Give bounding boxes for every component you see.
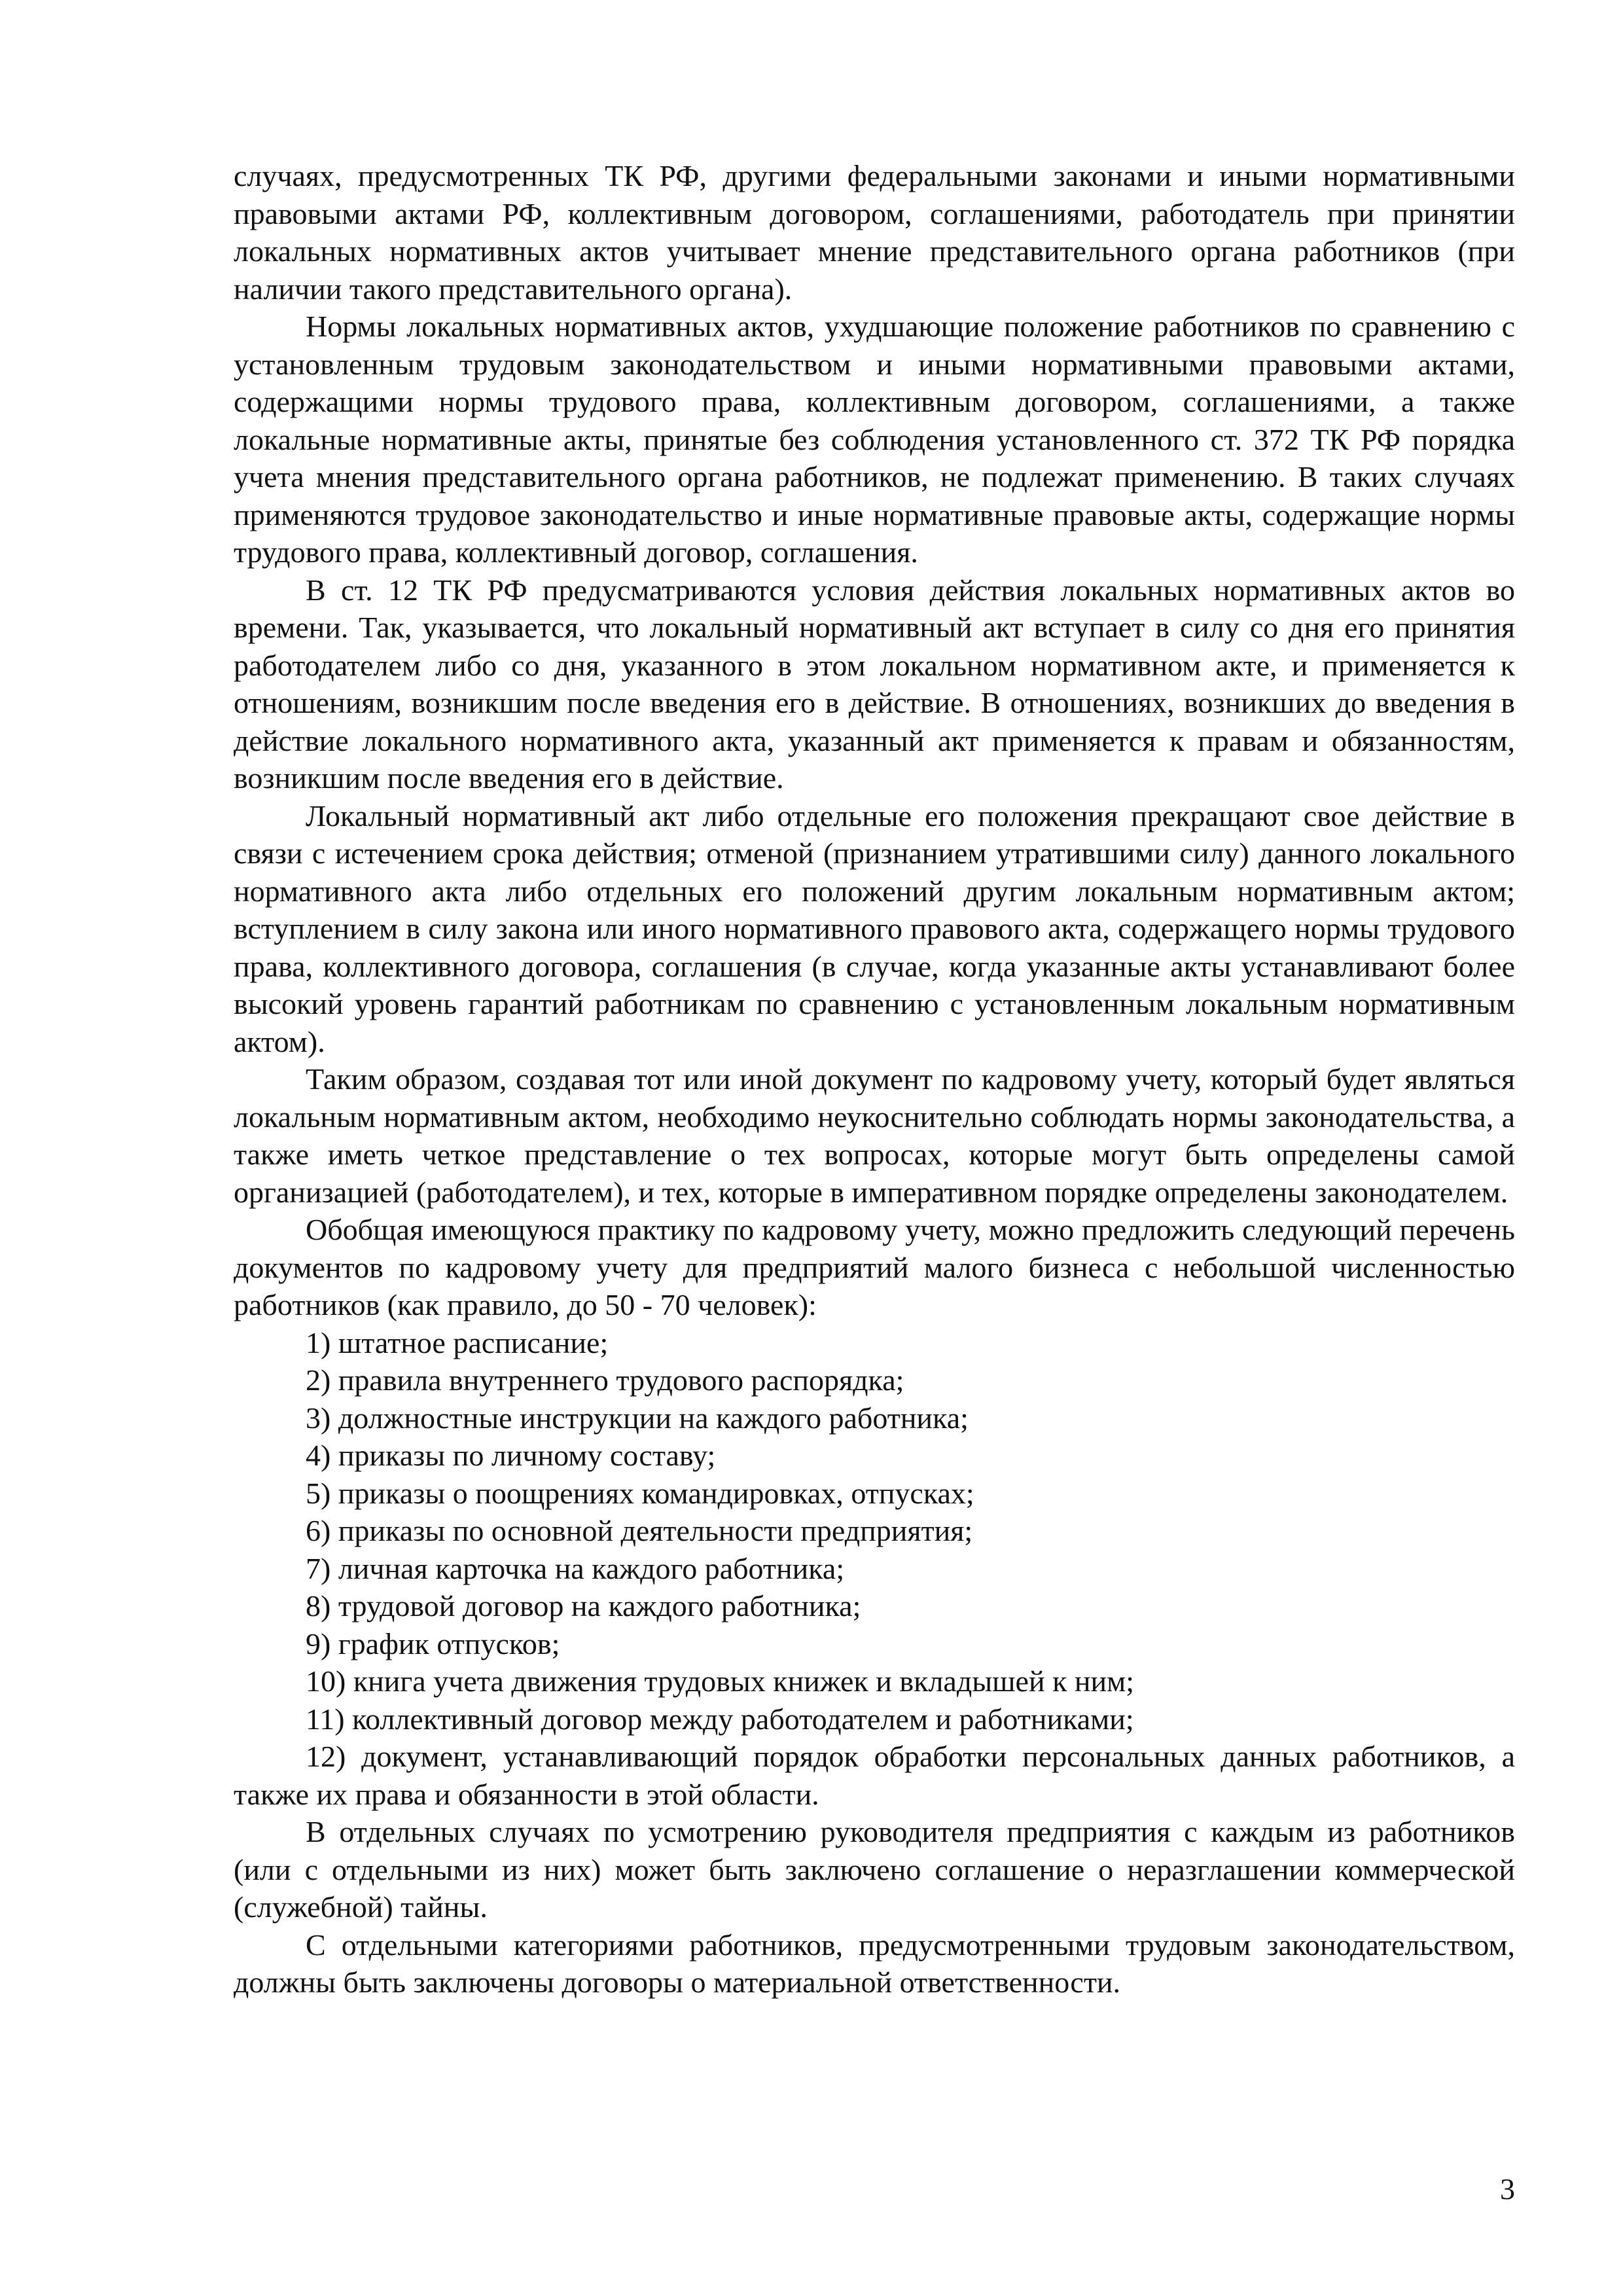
list-item: 9) график отпусков; xyxy=(306,1626,560,1660)
document-list xyxy=(234,1324,1515,1814)
page-number: 3 xyxy=(1500,2172,1515,2206)
paragraph-termination: Локальный нормативный акт либо отдельные его положения прекращают свое действие в связи с истечением срока действия; отменой (признанием утратившими силу) данного локального нормативного акта либо отдельных его положений другим локальным нормативным актом; вступлением в силу закона или иного нормативного правового акта, содержащего нормы трудового права, коллективного договора, соглашения (в случае, когда указанные акты устанавливают более высокий уровень гарантий работникам по сравнению с установленным локальным нормативным актом). xyxy=(234,798,1515,1058)
paragraph-liability: С отдельными категориями работников, предусмотренными трудовым законодательством, должны быть заключены договоры о материальной ответственности. xyxy=(234,1928,1515,1999)
list-item: 1) штатное расписание; xyxy=(306,1325,609,1359)
paragraph-list-intro: Обобщая имеющуюся практику по кадровому учету, можно предложить следующий перечень документов по кадровому учету для предприятий малого бизнеса с небольшой численностью работников (как правило, до 50 - 70 человек): xyxy=(234,1213,1515,1321)
list-item: 3) должностные инструкции на каждого работника; xyxy=(306,1401,969,1435)
paragraph-article-12: В ст. 12 ТК РФ предусматриваются условия действия локальных нормативных актов во времени. Так, указывается, что локальный нормативный акт вступает в силу со дня его принятия работодателем либо со дня, указанного в этом локальном нормативном акте, и применяется к отношениям, возникшим после введения его в действие. В отношениях, возникших до введения в действие локального нормативного акта, указанный акт применяется к правам и обязанностям, возникшим после введения его в действие. xyxy=(234,573,1515,795)
list-item: 4) приказы по личному составу; xyxy=(306,1439,716,1472)
list-item: 8) трудовой договор на каждого работника; xyxy=(306,1589,861,1623)
paragraph-continuation: случаях, предусмотренных ТК РФ, другими федеральными законами и иными нормативными правовыми актами РФ, коллективным договором, соглашениями, работодатель при принятии локальных нормативных актов учитывает мнение представительного органа работников (при наличии такого представительного органа). xyxy=(234,159,1515,306)
paragraph-confidentiality: В отдельных случаях по усмотрению руководителя предприятия с каждым из работников (или с отдельными из них) может быть заключено соглашение о неразглашении коммерческой (служебной) тайны. xyxy=(234,1815,1515,1924)
list-item: 6) приказы по основной деятельности предприятия; xyxy=(306,1514,973,1547)
paragraph-conclusion: Таким образом, создавая тот или иной документ по кадровому учету, который будет являться локальным нормативным актом, необходимо неукоснительно соблюдать нормы законодательства, а также иметь четкое представление о тех вопросах, которые могут быть определены самой организацией (работодателем), и тех, которые в императивном порядке определены законодателем. xyxy=(234,1062,1515,1209)
document-page xyxy=(234,157,1515,2001)
paragraph-norms-worsening: Нормы локальных нормативных актов, ухудшающие положение работников по сравнению с установленным трудовым законодательством и иными нормативными правовыми актами, содержащими нормы трудового права, коллективным договором, соглашениями, а также локальные нормативные акты, принятые без соблюдения установленного ст. 372 ТК РФ порядка учета мнения представительного органа работников, не подлежат применению. В таких случаях применяются трудовое законодательство и иные нормативные правовые акты, содержащие нормы трудового права, коллективный договор, соглашения. xyxy=(234,310,1515,569)
list-item: 11) коллективный договор между работодателем и работниками; xyxy=(306,1702,1134,1736)
list-item: 10) книга учета движения трудовых книжек и вкладышей к ним; xyxy=(306,1664,1135,1698)
list-item: 12) документ, устанавливающий порядок обработки персональных данных работников, а также их права и обязанности в этой области. xyxy=(234,1740,1515,1811)
list-item: 5) приказы о поощрениях командировках, отпусках; xyxy=(306,1476,974,1510)
list-item: 2) правила внутреннего трудового распорядка; xyxy=(306,1363,904,1397)
list-item: 7) личная карточка на каждого работника; xyxy=(306,1551,845,1585)
